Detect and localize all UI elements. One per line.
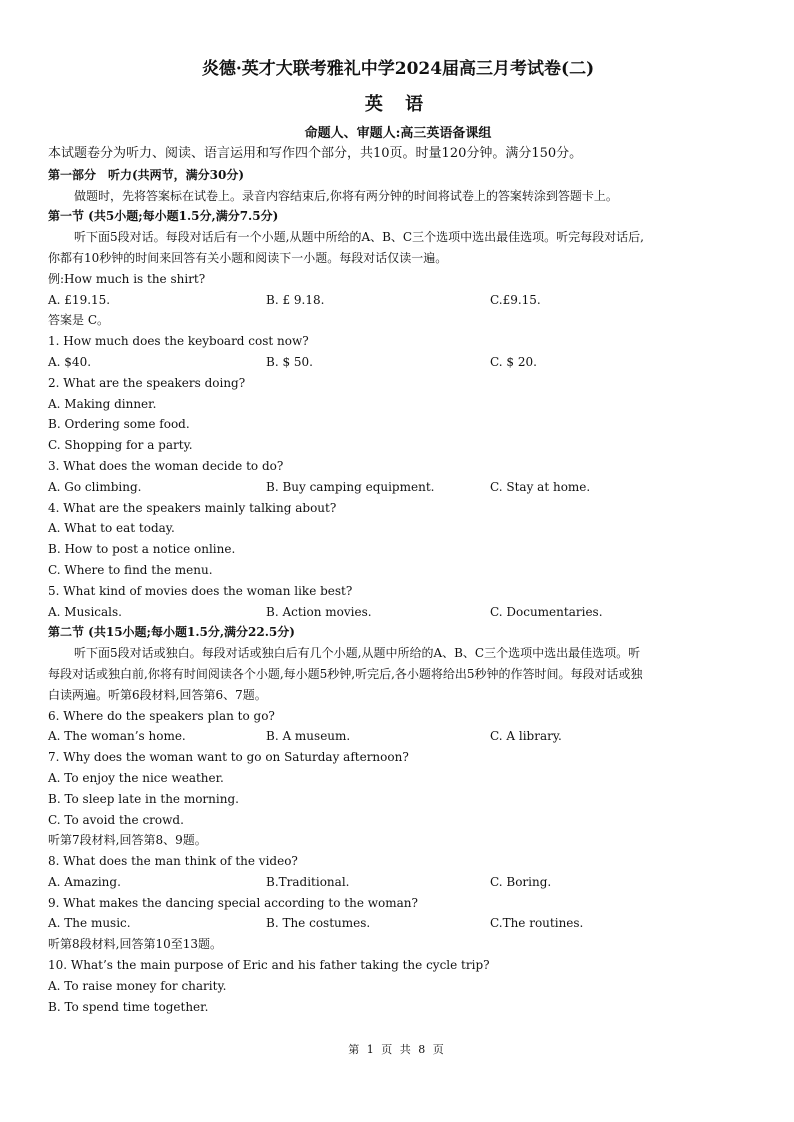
question-6: 6. Where do the speakers plan to go? bbox=[48, 708, 275, 723]
option-b: B.Traditional. bbox=[266, 874, 350, 889]
option-c: C. Boring. bbox=[490, 874, 552, 889]
option-a: A. £19.15. bbox=[48, 292, 111, 307]
option-b: B. Buy camping equipment. bbox=[266, 479, 435, 494]
exam-page bbox=[48, 56, 748, 1017]
option-b: B. A museum. bbox=[266, 729, 351, 744]
option-a: A. The woman’s home. bbox=[48, 729, 186, 744]
option-a: A. Musicals. bbox=[48, 604, 122, 619]
material-7-note: 听第7段材料,回答第8、9题。 bbox=[48, 833, 207, 848]
question-3-options bbox=[48, 477, 748, 498]
option-c: C. Stay at home. bbox=[490, 479, 591, 494]
question-3: 3. What does the woman decide to do? bbox=[48, 458, 284, 473]
question-6-options bbox=[48, 726, 748, 747]
exam-intro: 本试题卷分为听力、阅读、语言运用和写作四个部分，共10页。时量120分钟。满分150分。 bbox=[48, 146, 583, 161]
section1-instruction-2: 你都有10秒钟的时间来回答有关小题和阅读下一小题。每段对话仅读一遍。 bbox=[48, 250, 448, 265]
example-question: 例:How much is the shirt? bbox=[48, 271, 206, 286]
option-c: C. Shopping for a party. bbox=[48, 438, 193, 453]
option-c: C. Documentaries. bbox=[490, 604, 603, 619]
exam-title: 炎德·英才大联考雅礼中学2024届高三月考试卷(二) bbox=[201, 59, 595, 79]
option-b: B. £ 9.18. bbox=[266, 292, 325, 307]
option-a: A. Go climbing. bbox=[48, 479, 142, 494]
option-a: A. What to eat today. bbox=[48, 521, 175, 536]
question-4: 4. What are the speakers mainly talking about? bbox=[48, 500, 337, 515]
question-1: 1. How much does the keyboard cost now? bbox=[48, 334, 309, 349]
section2-instruction-3: 白读两遍。听第6段材料,回答第6、7题。 bbox=[48, 687, 267, 702]
option-c: C. A library. bbox=[490, 729, 562, 744]
committee-line: 命题人、审题人:高三英语备课组 bbox=[304, 126, 492, 141]
option-a: A. Amazing. bbox=[48, 874, 121, 889]
option-a: A. To enjoy the nice weather. bbox=[48, 770, 224, 785]
question-8-options bbox=[48, 872, 748, 893]
option-b: B. The costumes. bbox=[266, 916, 371, 931]
option-c: C.The routines. bbox=[490, 916, 584, 931]
option-c: C. Where to find the menu. bbox=[48, 562, 213, 577]
question-2: 2. What are the speakers doing? bbox=[48, 375, 246, 390]
question-9: 9. What makes the dancing special according to the woman? bbox=[48, 895, 418, 910]
option-b: B. $ 50. bbox=[266, 354, 313, 369]
option-a: A. Making dinner. bbox=[48, 396, 157, 411]
part1-instruction: 做题时，先将答案标在试卷上。录音内容结束后,你将有两分钟的时间将试卷上的答案转涂到答题卡上。 bbox=[74, 188, 618, 203]
option-b: B. To sleep late in the morning. bbox=[48, 791, 239, 806]
section1-heading: 第一节 (共5小题;每小题1.5分,满分7.5分) bbox=[48, 209, 279, 224]
question-8: 8. What does the man think of the video? bbox=[48, 854, 298, 869]
question-10: 10. What’s the main purpose of Eric and his father taking the cycle trip? bbox=[48, 958, 490, 973]
option-a: A. $40. bbox=[48, 354, 92, 369]
question-7: 7. Why does the woman want to go on Saturday afternoon? bbox=[48, 750, 409, 765]
page-footer: 第 1 页 共 8 页 bbox=[348, 1043, 446, 1056]
section1-instruction-1: 听下面5段对话。每段对话后有一个小题,从题中所给的A、B、C三个选项中选出最佳选项。听完每段对话后, bbox=[74, 230, 644, 245]
option-b: B. To spend time together. bbox=[48, 999, 209, 1014]
option-b: B. Ordering some food. bbox=[48, 417, 190, 432]
question-5: 5. What kind of movies does the woman like best? bbox=[48, 583, 353, 598]
example-answer: 答案是 C。 bbox=[48, 313, 109, 328]
part1-heading: 第一部分 听力(共两节，满分30分) bbox=[48, 167, 245, 182]
option-c: C. To avoid the crowd. bbox=[48, 812, 184, 827]
material-8-note: 听第8段材料,回答第10至13题。 bbox=[48, 937, 222, 952]
option-a: A. The music. bbox=[48, 916, 131, 931]
section2-instruction-2: 每段对话或独白前,你将有时间阅读各个小题,每小题5秒钟,听完后,各小题将给出5秒钟的作答时间。每段对话或独 bbox=[48, 666, 643, 681]
option-c: C.£9.15. bbox=[490, 292, 541, 307]
question-1-options bbox=[48, 352, 748, 373]
option-b: B. Action movies. bbox=[266, 604, 372, 619]
subject-title: 英 语 bbox=[364, 94, 432, 115]
question-9-options bbox=[48, 913, 748, 934]
section2-instruction-1: 听下面5段对话或独白。每段对话或独白后有几个小题,从题中所给的A、B、C三个选项中选出最佳选项。听 bbox=[74, 646, 641, 661]
question-5-options bbox=[48, 602, 748, 623]
example-options bbox=[48, 290, 748, 311]
option-c: C. $ 20. bbox=[490, 354, 537, 369]
option-a: A. To raise money for charity. bbox=[48, 978, 227, 993]
option-b: B. How to post a notice online. bbox=[48, 542, 236, 557]
section2-heading: 第二节 (共15小题;每小题1.5分,满分22.5分) bbox=[48, 625, 295, 640]
